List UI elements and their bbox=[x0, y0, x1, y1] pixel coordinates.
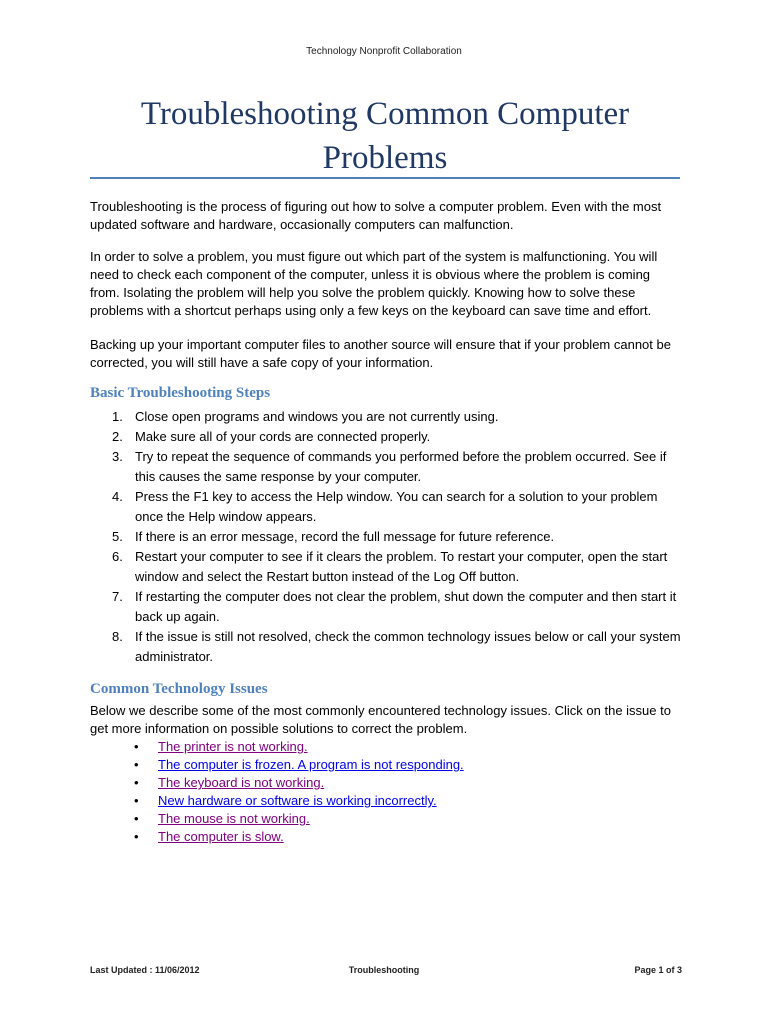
paragraph-text: In order to solve a problem, you must figure out which part of the system is malfunctioning. You will need to check each component of the computer, unless it is obvious where the problem is coming from. Isolating the problem will help you solve the problem quickly. Knowing how to solve these problems with a shortcut perhaps using only a few keys on the keyboard can save time and effort. bbox=[90, 249, 658, 318]
title-divider bbox=[90, 177, 680, 179]
footer-section: Troubleshooting bbox=[348, 965, 420, 975]
paragraph-isolating bbox=[90, 248, 680, 320]
list-number: 6. bbox=[112, 549, 123, 564]
list-item bbox=[90, 792, 680, 810]
bullet-icon: • bbox=[134, 757, 139, 772]
bullet-icon: • bbox=[134, 793, 139, 808]
paragraph-intro bbox=[90, 198, 680, 234]
paragraph-issues-intro bbox=[90, 702, 680, 738]
list-item bbox=[90, 587, 682, 627]
list-number: 3. bbox=[112, 449, 123, 464]
bullet-icon: • bbox=[134, 829, 139, 844]
list-item bbox=[90, 810, 680, 828]
list-item-text: If restarting the computer does not clear the problem, shut down the computer and then start it back up again. bbox=[135, 589, 677, 624]
list-item bbox=[90, 774, 680, 792]
heading-common-issues: Common Technology Issues bbox=[90, 681, 268, 697]
list-item bbox=[90, 627, 682, 667]
list-number: 1. bbox=[112, 409, 123, 424]
link-keyboard-issue[interactable]: The keyboard is not working. bbox=[158, 775, 325, 790]
list-item-text: Restart your computer to see if it clears the problem. To restart your computer, open the start window and select the Restart button instead of the Log Off button. bbox=[135, 549, 668, 584]
list-item-text: Close open programs and windows you are not currently using. bbox=[135, 409, 499, 424]
list-number: 8. bbox=[112, 629, 123, 644]
list-number: 2. bbox=[112, 429, 123, 444]
list-item-text: If there is an error message, record the full message for future reference. bbox=[135, 529, 555, 544]
list-item bbox=[90, 828, 680, 846]
list-item bbox=[90, 527, 682, 547]
link-mouse-issue[interactable]: The mouse is not working. bbox=[158, 811, 310, 826]
list-item bbox=[90, 407, 682, 427]
list-item bbox=[90, 756, 680, 774]
bullet-icon: • bbox=[134, 739, 139, 754]
link-hardware-software-issue[interactable]: New hardware or software is working incorrectly. bbox=[158, 793, 437, 808]
running-header: Technology Nonprofit Collaboration bbox=[306, 46, 462, 57]
paragraph-text: Below we describe some of the most commonly encountered technology issues. Click on the issue to get more information on possible solutions to correct the problem. bbox=[90, 703, 671, 736]
bullet-icon: • bbox=[134, 775, 139, 790]
bullet-icon: • bbox=[134, 811, 139, 826]
link-frozen-issue[interactable]: The computer is frozen. A program is not responding. bbox=[158, 757, 464, 772]
list-item-text: Make sure all of your cords are connected properly. bbox=[135, 429, 431, 444]
link-printer-issue[interactable]: The printer is not working. bbox=[158, 739, 308, 754]
issues-link-list bbox=[90, 738, 680, 846]
heading-basic-steps: Basic Troubleshooting Steps bbox=[90, 385, 271, 401]
link-slow-computer-issue[interactable]: The computer is slow. bbox=[158, 829, 284, 844]
list-item bbox=[90, 738, 680, 756]
list-item bbox=[90, 427, 682, 447]
paragraph-text: Troubleshooting is the process of figuring out how to solve a computer problem. Even with the most updated software and hardware, occasionally computers can malfunction. bbox=[90, 199, 662, 232]
list-number: 5. bbox=[112, 529, 123, 544]
list-number: 7. bbox=[112, 589, 123, 604]
list-item-text: Press the F1 key to access the Help window. You can search for a solution to your problem once the Help window appears. bbox=[135, 489, 658, 524]
footer-page-number: Page 1 of 3 bbox=[634, 965, 682, 975]
basic-steps-list bbox=[90, 407, 682, 667]
list-item-text: If the issue is still not resolved, check the common technology issues below or call your system administrator. bbox=[135, 629, 681, 664]
list-item bbox=[90, 547, 682, 587]
paragraph-text: Backing up your important computer files to another source will ensure that if your problem cannot be corrected, you will still have a safe copy of your information. bbox=[90, 337, 671, 370]
list-item bbox=[90, 447, 682, 487]
footer-last-updated: Last Updated : 11/06/2012 bbox=[90, 965, 200, 975]
list-item bbox=[90, 487, 682, 527]
paragraph-backup bbox=[90, 336, 680, 372]
page-title: Troubleshooting Common Computer Problems bbox=[140, 96, 630, 176]
list-number: 4. bbox=[112, 489, 123, 504]
list-item-text: Try to repeat the sequence of commands you performed before the problem occurred. See if this causes the same response by your computer. bbox=[135, 449, 667, 484]
